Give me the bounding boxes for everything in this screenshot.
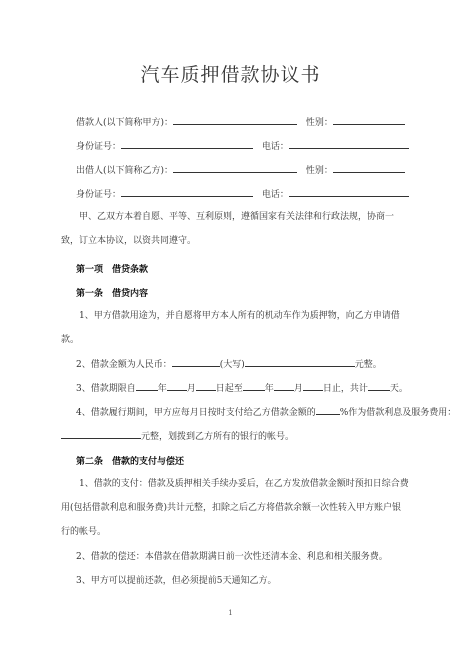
gender-label: 性别：	[305, 118, 333, 128]
article-heading: 第一条 借贷内容	[76, 289, 149, 299]
borrower-id-row	[76, 139, 409, 152]
id-label: 身份证号：	[76, 190, 122, 200]
lender-blank[interactable]	[173, 163, 297, 173]
lender-id-row	[76, 187, 409, 200]
borrower-row	[76, 115, 405, 128]
document-title: 汽车质押借款协议书	[140, 64, 321, 86]
gender-label: 性别：	[305, 166, 333, 176]
clause-4-line2: 元整，划拨到乙方所有的银行的帐号。	[61, 429, 294, 442]
page-number: 1	[228, 609, 233, 617]
phone-label: 电话：	[261, 142, 289, 152]
borrower-blank[interactable]	[173, 115, 297, 125]
lender-row	[76, 163, 405, 176]
day-blank[interactable]	[303, 381, 323, 391]
phone-blank[interactable]	[289, 187, 409, 197]
clause-4-line1: 4、借款履行期间，甲方应每月日按时支付给乙方借款金额的 %作为借款利息及服务费用：	[76, 405, 456, 418]
amount-blank[interactable]	[172, 357, 220, 367]
days-blank[interactable]	[368, 381, 390, 391]
month-blank[interactable]	[167, 381, 187, 391]
article-heading: 第二条 借款的支付与偿还	[76, 457, 185, 467]
section-heading: 第一项 借贷条款	[76, 265, 149, 275]
gender-blank[interactable]	[333, 115, 405, 125]
amount-words-blank[interactable]	[245, 357, 355, 367]
clause-1: 1、甲方借款用途为，并自愿将甲方本人所有的机动车作为质押物，向乙方申请借款。	[61, 311, 400, 345]
year-blank[interactable]	[136, 381, 158, 391]
phone-blank[interactable]	[289, 139, 409, 149]
payment-clause-1: 1、借款的支付：借款及质押相关手续办妥后，在乙方发放借款金额时预扣日综合费用(包括借款利息和服务费)共计元整，扣除之后乙方将借款余额一次性转入甲方账户银行的帐号。	[61, 479, 409, 537]
id-label: 身份证号：	[76, 142, 122, 152]
intro-paragraph: 甲、乙双方本着自愿、平等、互利原则，遵循国家有关法律和行政法规，协商一致，订立本协议，以资共同遵守。	[61, 212, 395, 246]
gender-blank[interactable]	[333, 163, 405, 173]
clause-2: 2、借款金额为人民币： (大写) 元整。	[76, 357, 382, 370]
percent-blank[interactable]	[316, 405, 340, 415]
day-blank[interactable]	[196, 381, 216, 391]
clause-3: 3、借款期限自 年 月 日起至 年 月 日止，共计 天。	[76, 381, 408, 394]
interest-amount-blank[interactable]	[61, 429, 141, 439]
lender-label: 出借人(以下简称乙方)：	[76, 166, 174, 176]
payment-clause-3: 3、甲方可以提前还款，但必须提前5天通知乙方。	[76, 576, 277, 586]
id-blank[interactable]	[121, 187, 253, 197]
borrower-label: 借款人(以下简称甲方)：	[76, 118, 174, 128]
year-blank[interactable]	[243, 381, 265, 391]
id-blank[interactable]	[121, 139, 253, 149]
phone-label: 电话：	[261, 190, 289, 200]
payment-clause-2: 2、借款的偿还：本借款在借款期满日前一次性还清本金、利息和相关服务费。	[76, 552, 388, 562]
month-blank[interactable]	[274, 381, 294, 391]
